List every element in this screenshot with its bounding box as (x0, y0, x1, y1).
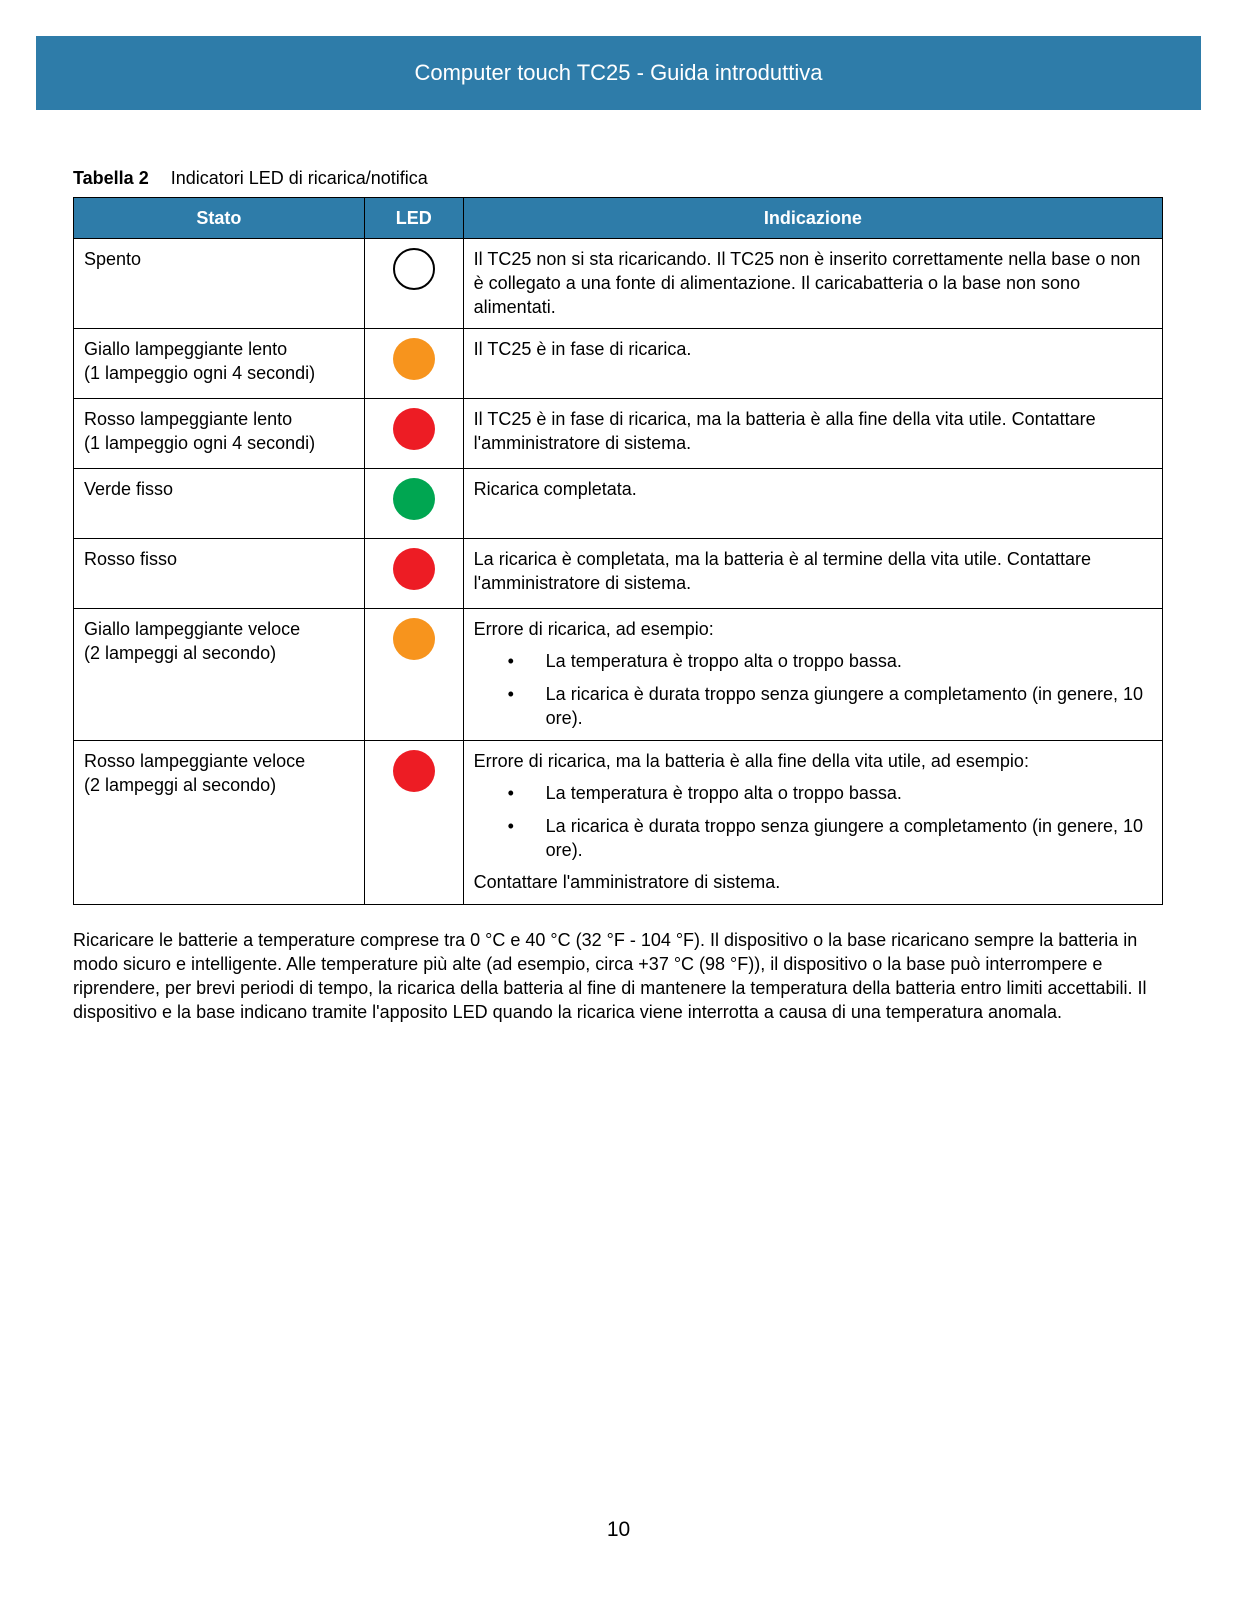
state-cell (74, 741, 365, 905)
state-detail: (1 lampeggio ogni 4 secondi) (84, 433, 316, 453)
led-red-icon (393, 750, 435, 792)
table-row (74, 539, 1163, 609)
indication-cell (463, 469, 1162, 539)
indication-cell (463, 329, 1162, 399)
led-red-icon (393, 548, 435, 590)
state-detail: (2 lampeggi al secondo) (84, 643, 277, 663)
state-label: Verde fisso (84, 479, 174, 499)
led-indicator-table (73, 197, 1163, 905)
indication-followup: Contattare l'amministratore di sistema. (473, 872, 781, 892)
led-cell (364, 239, 463, 329)
state-label: Rosso lampeggiante veloce (84, 751, 306, 771)
table-caption-number: Tabella 2 (73, 168, 149, 188)
indication-cell (463, 609, 1162, 741)
led-cell (364, 469, 463, 539)
header-indication: Indicazione (463, 198, 1162, 239)
indication-text: Il TC25 è in fase di ricarica, ma la batteria è alla fine della vita utile. Contattare l'amministratore di sistema. (473, 409, 1096, 453)
state-label: Rosso lampeggiante lento (84, 409, 293, 429)
table-row (74, 399, 1163, 469)
header-title: Computer touch TC25 - Guida introduttiva (414, 60, 823, 85)
state-cell (74, 329, 365, 399)
indication-text: Il TC25 non si sta ricaricando. Il TC25 non è inserito correttamente nella base o non è collegato a una fonte di alimentazione. Il caricabatteria o la base non sono alimentati. (473, 249, 1141, 317)
state-label: Giallo lampeggiante veloce (84, 619, 301, 639)
table-row (74, 609, 1163, 741)
table-row (74, 329, 1163, 399)
page-number: 10 (606, 1518, 631, 1541)
led-cell (364, 539, 463, 609)
table-header-row (74, 198, 1163, 239)
state-cell (74, 609, 365, 741)
indication-text: Errore di ricarica, ma la batteria è alla fine della vita utile, ad esempio: (473, 751, 1029, 771)
state-cell (74, 469, 365, 539)
table-row (74, 469, 1163, 539)
indication-cell (463, 741, 1162, 905)
state-cell (74, 239, 365, 329)
state-detail: (2 lampeggi al secondo) (84, 775, 277, 795)
indication-text: La ricarica è completata, ma la batteria è al termine della vita utile. Contattare l'amministratore di sistema. (473, 549, 1091, 593)
body-paragraph: Ricaricare le batterie a temperature comprese tra 0 °C e 40 °C (32 °F - 104 °F). Il dispositivo o la base ricaricano sempre la batteria in modo sicuro e intelligente. Alle temperature più alte (ad esempio, circa +37 °C (98 °F)), il dispositivo o la base può interrompere e riprendere, per brevi periodi di tempo, la ricarica della batteria al fine di mantenere la temperatura della batteria entro limiti accettabili. Il dispositivo e la base indicano tramite l'apposito LED quando la ricarica viene interrotta a causa di una temperatura anomala. (73, 930, 1147, 1022)
indication-bullet-list (474, 781, 1152, 862)
state-label: Rosso fisso (84, 549, 178, 569)
header-led: LED (364, 198, 463, 239)
led-orange-icon (393, 338, 435, 380)
bullet-item: • La temperatura è troppo alta o troppo bassa. (474, 781, 1152, 805)
indication-text: Ricarica completata. (473, 479, 637, 499)
table-caption (73, 168, 428, 189)
led-cell (364, 399, 463, 469)
indication-text: Errore di ricarica, ad esempio: (473, 619, 714, 639)
state-label: Spento (84, 249, 142, 269)
indication-cell (463, 399, 1162, 469)
bullet-item: • La ricarica è durata troppo senza giungere a completamento (in genere, 10 ore). (474, 682, 1152, 730)
led-red-icon (393, 408, 435, 450)
table-row (74, 239, 1163, 329)
header-state: Stato (74, 198, 365, 239)
led-cell (364, 741, 463, 905)
table-row (74, 741, 1163, 905)
indication-cell (463, 539, 1162, 609)
bullet-item: • La ricarica è durata troppo senza giungere a completamento (in genere, 10 ore). (474, 814, 1152, 862)
led-green-icon (393, 478, 435, 520)
indication-bullet-list (474, 649, 1152, 730)
led-cell (364, 609, 463, 741)
state-cell (74, 539, 365, 609)
header-banner (36, 36, 1201, 110)
led-orange-icon (393, 618, 435, 660)
state-detail: (1 lampeggio ogni 4 secondi) (84, 363, 316, 383)
state-label: Giallo lampeggiante lento (84, 339, 288, 359)
table-caption-title: Indicatori LED di ricarica/notifica (170, 168, 428, 188)
led-off-icon (393, 248, 435, 290)
bullet-item: • La temperatura è troppo alta o troppo bassa. (474, 649, 1152, 673)
state-cell (74, 399, 365, 469)
indication-cell (463, 239, 1162, 329)
led-cell (364, 329, 463, 399)
indication-text: Il TC25 è in fase di ricarica. (473, 339, 692, 359)
